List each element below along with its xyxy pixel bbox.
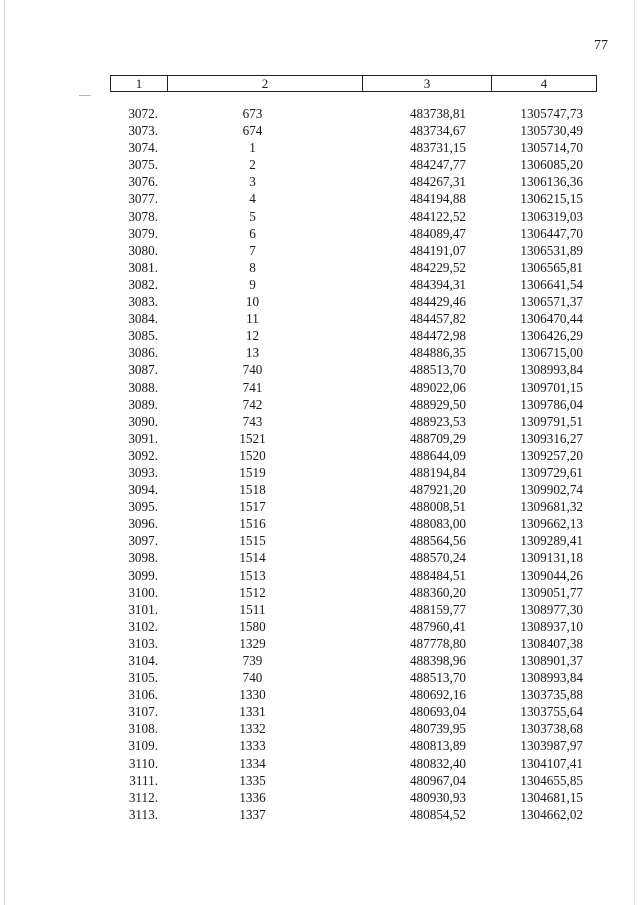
coordinate-x-cell: 487960,41 — [409, 618, 466, 634]
coordinate-y-cell: 1304655,85 — [520, 772, 583, 788]
point-number-cell: 8 — [249, 259, 256, 275]
row-number-cell: 3112. — [128, 789, 158, 805]
table-row — [110, 601, 597, 618]
coordinate-x-cell: 484247,77 — [409, 157, 466, 173]
row-number-cell: 3074. — [128, 140, 158, 156]
table-row — [110, 310, 597, 327]
table-row — [110, 669, 597, 686]
row-number-cell: 3096. — [128, 516, 158, 532]
row-number-cell: 3094. — [128, 482, 158, 498]
point-number-cell: 1336 — [239, 789, 266, 805]
table-row — [110, 242, 597, 259]
coordinate-y-cell: 1304681,15 — [520, 789, 583, 805]
coordinate-x-cell: 488644,09 — [409, 447, 466, 463]
coordinate-y-cell: 1304107,41 — [520, 755, 583, 771]
point-number-cell: 1335 — [239, 772, 266, 788]
coordinate-y-cell: 1303755,64 — [520, 704, 583, 720]
coordinate-y-cell: 1309316,27 — [520, 430, 583, 446]
coordinate-x-cell: 488398,96 — [409, 653, 466, 668]
coordinate-x-cell: 488008,51 — [409, 499, 466, 515]
row-number-cell: 3111. — [129, 772, 158, 788]
coordinate-x-cell: 488159,77 — [409, 601, 466, 617]
coordinate-y-cell: 1308937,10 — [520, 618, 583, 634]
row-number-cell: 3105. — [128, 670, 158, 686]
coordinate-x-cell: 480854,52 — [409, 806, 466, 822]
row-number-cell: 3092. — [128, 447, 158, 463]
row-number-cell: 3090. — [128, 413, 158, 429]
point-number-cell: 1332 — [239, 721, 266, 737]
point-number-cell: 740 — [242, 362, 263, 378]
table-row — [110, 635, 597, 652]
column-header-4: 4 — [491, 76, 596, 91]
coordinate-y-cell: 1303735,88 — [520, 687, 583, 703]
table-row — [110, 259, 597, 276]
row-number-cell: 3106. — [128, 687, 158, 703]
point-number-cell: 740 — [242, 670, 263, 686]
coordinate-x-cell: 487921,20 — [409, 482, 466, 498]
point-number-cell: 1520 — [239, 447, 266, 463]
coordinate-x-cell: 480739,95 — [409, 721, 466, 737]
table-body — [110, 105, 597, 823]
table-row — [110, 208, 597, 225]
coordinate-y-cell: 1309701,15 — [520, 379, 583, 395]
coordinate-x-cell: 483731,15 — [409, 140, 466, 156]
coordinate-y-cell: 1309662,13 — [520, 516, 583, 532]
point-number-cell: 5 — [249, 208, 256, 224]
table-row — [110, 156, 597, 173]
table-row — [110, 430, 597, 447]
coordinate-y-cell: 1306215,15 — [520, 191, 583, 207]
row-number-cell: 3076. — [128, 174, 158, 190]
coordinate-y-cell: 1309791,51 — [520, 413, 583, 429]
point-number-cell: 13 — [245, 345, 260, 361]
point-number-cell: 1333 — [239, 738, 266, 754]
coordinate-y-cell: 1303738,68 — [520, 721, 583, 737]
row-number-cell: 3088. — [128, 379, 158, 395]
row-number-cell: 3099. — [128, 567, 158, 583]
coordinate-y-cell: 1306470,44 — [520, 311, 583, 327]
point-number-cell: 1512 — [239, 584, 266, 600]
table-row — [110, 567, 597, 584]
coordinate-y-cell: 1309729,61 — [520, 464, 583, 480]
point-number-cell: 1580 — [239, 618, 266, 634]
row-number-cell: 3089. — [128, 396, 158, 412]
coordinate-x-cell: 484429,46 — [409, 294, 466, 310]
coordinate-y-cell: 1305714,70 — [520, 140, 583, 156]
point-number-cell: 1521 — [239, 430, 266, 446]
row-number-cell: 3097. — [128, 533, 158, 549]
point-number-cell: 1515 — [239, 533, 266, 549]
column-header-1: 1 — [135, 76, 143, 91]
coordinate-x-cell: 489022,06 — [409, 379, 466, 395]
row-number-cell: 3098. — [128, 550, 158, 566]
column-header-3: 3 — [362, 76, 491, 91]
point-number-cell: 10 — [245, 294, 260, 310]
point-number-cell: 673 — [242, 106, 263, 121]
point-number-cell: 1519 — [239, 464, 266, 480]
row-number-cell: 3108. — [128, 721, 158, 737]
coordinate-x-cell: 488513,70 — [409, 670, 466, 686]
scan-left-edge-line — [4, 0, 5, 905]
coordinate-x-cell: 488513,70 — [409, 362, 466, 378]
point-number-cell: 1513 — [239, 567, 266, 583]
point-number-cell: 11 — [246, 311, 259, 327]
coordinate-x-cell: 488570,24 — [409, 550, 466, 566]
point-number-cell: 743 — [242, 413, 263, 429]
row-number-cell: 3084. — [128, 311, 158, 327]
row-number-cell: 3104. — [128, 653, 158, 668]
point-number-cell: 1331 — [239, 704, 266, 720]
coordinate-x-cell: 484122,52 — [409, 208, 466, 224]
coordinate-x-cell: 488194,84 — [409, 464, 466, 480]
coordinate-y-cell: 1306085,20 — [520, 157, 583, 173]
point-number-cell: 12 — [245, 328, 260, 344]
row-number-cell: 3102. — [128, 618, 158, 634]
point-number-cell: 7 — [249, 242, 256, 258]
coordinate-x-cell: 480692,16 — [409, 687, 466, 703]
coordinate-y-cell: 1309289,41 — [520, 533, 583, 549]
coordinate-y-cell: 1306565,81 — [520, 259, 583, 275]
table-row — [110, 755, 597, 772]
coordinate-x-cell: 484394,31 — [409, 276, 466, 292]
row-number-cell: 3083. — [128, 294, 158, 310]
coordinate-x-cell: 484886,35 — [409, 345, 466, 361]
table-row — [110, 532, 597, 549]
row-number-cell: 3085. — [128, 328, 158, 344]
table-row — [110, 618, 597, 635]
coordinate-x-cell: 480832,40 — [409, 755, 466, 771]
table-row — [110, 447, 597, 464]
point-number-cell: 1511 — [239, 601, 266, 617]
coordinate-x-cell: 488709,29 — [409, 430, 466, 446]
table-row — [110, 737, 597, 754]
page-number: 77 — [594, 38, 608, 53]
coordinate-x-cell: 480930,93 — [409, 789, 466, 805]
coordinate-y-cell: 1306447,70 — [520, 225, 583, 241]
point-number-cell: 3 — [249, 174, 256, 190]
coordinate-y-cell: 1304662,02 — [520, 806, 583, 822]
point-number-cell: 1337 — [239, 806, 266, 822]
table-row — [110, 139, 597, 156]
row-number-cell: 3080. — [128, 242, 158, 258]
table-row — [110, 789, 597, 806]
row-number-cell: 3091. — [128, 430, 158, 446]
coordinate-x-cell: 488083,00 — [409, 516, 466, 532]
coordinate-x-cell: 484267,31 — [409, 174, 466, 190]
coordinate-y-cell: 1306136,36 — [520, 174, 583, 190]
coordinate-y-cell: 1305747,73 — [520, 106, 583, 121]
table-row — [110, 173, 597, 190]
row-number-cell: 3113. — [128, 806, 158, 822]
table-row — [110, 515, 597, 532]
table-row — [110, 584, 597, 601]
coordinate-x-cell: 484194,88 — [409, 191, 466, 207]
coordinate-x-cell: 484191,07 — [409, 242, 466, 258]
point-number-cell: 6 — [249, 225, 256, 241]
point-number-cell: 742 — [242, 396, 263, 412]
coordinate-y-cell: 1306319,03 — [520, 208, 583, 224]
point-number-cell: 1518 — [239, 482, 266, 498]
row-number-cell: 3093. — [128, 464, 158, 480]
row-number-cell: 3086. — [128, 345, 158, 361]
coordinate-y-cell: 1309044,26 — [520, 567, 583, 583]
coordinate-x-cell: 487778,80 — [409, 635, 466, 651]
point-number-cell: 739 — [242, 653, 263, 668]
row-number-cell: 3107. — [128, 704, 158, 720]
row-number-cell: 3077. — [128, 191, 158, 207]
table-row — [110, 396, 597, 413]
scan-artifact-mark — [79, 95, 91, 96]
point-number-cell: 741 — [242, 379, 263, 395]
coordinate-y-cell: 1305730,49 — [520, 123, 583, 139]
point-number-cell: 674 — [242, 123, 263, 139]
coordinate-y-cell: 1306571,37 — [520, 294, 583, 310]
table-row — [110, 361, 597, 378]
coordinate-x-cell: 483734,67 — [409, 123, 466, 139]
point-number-cell: 1329 — [239, 635, 266, 651]
table-row — [110, 327, 597, 344]
point-number-cell: 2 — [249, 157, 256, 173]
row-number-cell: 3079. — [128, 225, 158, 241]
row-number-cell: 3095. — [128, 499, 158, 515]
table-row — [110, 344, 597, 361]
coordinate-y-cell: 1309902,74 — [520, 482, 583, 498]
coordinate-x-cell: 484457,82 — [409, 311, 466, 327]
table-row — [110, 686, 597, 703]
coordinate-y-cell: 1308993,84 — [520, 362, 583, 378]
coordinate-y-cell: 1306715,00 — [520, 345, 583, 361]
coordinate-y-cell: 1309051,77 — [520, 584, 583, 600]
point-number-cell: 9 — [249, 276, 256, 292]
table-row — [110, 549, 597, 566]
point-number-cell: 1516 — [239, 516, 266, 532]
coordinate-y-cell: 1308993,84 — [520, 670, 583, 686]
coordinate-x-cell: 488360,20 — [409, 584, 466, 600]
row-number-cell: 3078. — [128, 208, 158, 224]
table-row — [110, 276, 597, 293]
row-number-cell: 3100. — [128, 584, 158, 600]
point-number-cell: 1330 — [239, 687, 266, 703]
coordinate-x-cell: 480693,04 — [409, 704, 466, 720]
table-row — [110, 122, 597, 139]
coordinate-y-cell: 1308901,37 — [520, 653, 583, 668]
coordinate-x-cell: 480813,89 — [409, 738, 466, 754]
row-number-cell: 3087. — [128, 362, 158, 378]
coordinate-x-cell: 484472,98 — [409, 328, 466, 344]
coordinate-y-cell: 1306426,29 — [520, 328, 583, 344]
point-number-cell: 1334 — [239, 755, 266, 771]
point-number-cell: 4 — [249, 191, 256, 207]
table-row — [110, 379, 597, 396]
table-row — [110, 652, 597, 669]
coordinate-x-cell: 483738,81 — [409, 106, 466, 121]
table-row — [110, 498, 597, 515]
coordinate-y-cell: 1309681,32 — [520, 499, 583, 515]
coordinate-x-cell: 488564,56 — [409, 533, 466, 549]
coordinate-y-cell: 1309786,04 — [520, 396, 583, 412]
coordinate-y-cell: 1308977,30 — [520, 601, 583, 617]
row-number-cell: 3109. — [128, 738, 158, 754]
row-number-cell: 3072. — [128, 106, 158, 121]
row-number-cell: 3101. — [128, 601, 158, 617]
column-header-2: 2 — [167, 76, 362, 91]
coordinate-y-cell: 1306531,89 — [520, 242, 583, 258]
coordinate-x-cell: 488923,53 — [409, 413, 466, 429]
table-row — [110, 225, 597, 242]
table-header — [110, 75, 597, 92]
coordinate-y-cell: 1309257,20 — [520, 447, 583, 463]
row-number-cell: 3075. — [128, 157, 158, 173]
coordinate-x-cell: 480967,04 — [409, 772, 466, 788]
coordinate-y-cell: 1306641,54 — [520, 276, 583, 292]
coordinate-x-cell: 488484,51 — [409, 567, 466, 583]
coordinate-y-cell: 1303987,97 — [520, 738, 583, 754]
table-row — [110, 105, 597, 122]
table-row — [110, 806, 597, 823]
table-row — [110, 720, 597, 737]
row-number-cell: 3081. — [128, 259, 158, 275]
table-row — [110, 190, 597, 207]
point-number-cell: 1517 — [239, 499, 266, 515]
table-row — [110, 464, 597, 481]
point-number-cell: 1 — [249, 140, 256, 156]
table-row — [110, 703, 597, 720]
row-number-cell: 3103. — [128, 635, 158, 651]
table-row — [110, 293, 597, 310]
row-number-cell: 3073. — [128, 123, 158, 139]
table-row — [110, 481, 597, 498]
coordinate-x-cell: 488929,50 — [409, 396, 466, 412]
coordinate-x-cell: 484089,47 — [409, 225, 466, 241]
coordinate-y-cell: 1309131,18 — [520, 550, 583, 566]
coordinate-x-cell: 484229,52 — [409, 259, 466, 275]
coordinate-y-cell: 1308407,38 — [520, 635, 583, 651]
table-row — [110, 772, 597, 789]
scan-right-edge-line — [634, 0, 635, 905]
table-row — [110, 413, 597, 430]
row-number-cell: 3110. — [128, 755, 158, 771]
point-number-cell: 1514 — [239, 550, 266, 566]
row-number-cell: 3082. — [128, 276, 158, 292]
